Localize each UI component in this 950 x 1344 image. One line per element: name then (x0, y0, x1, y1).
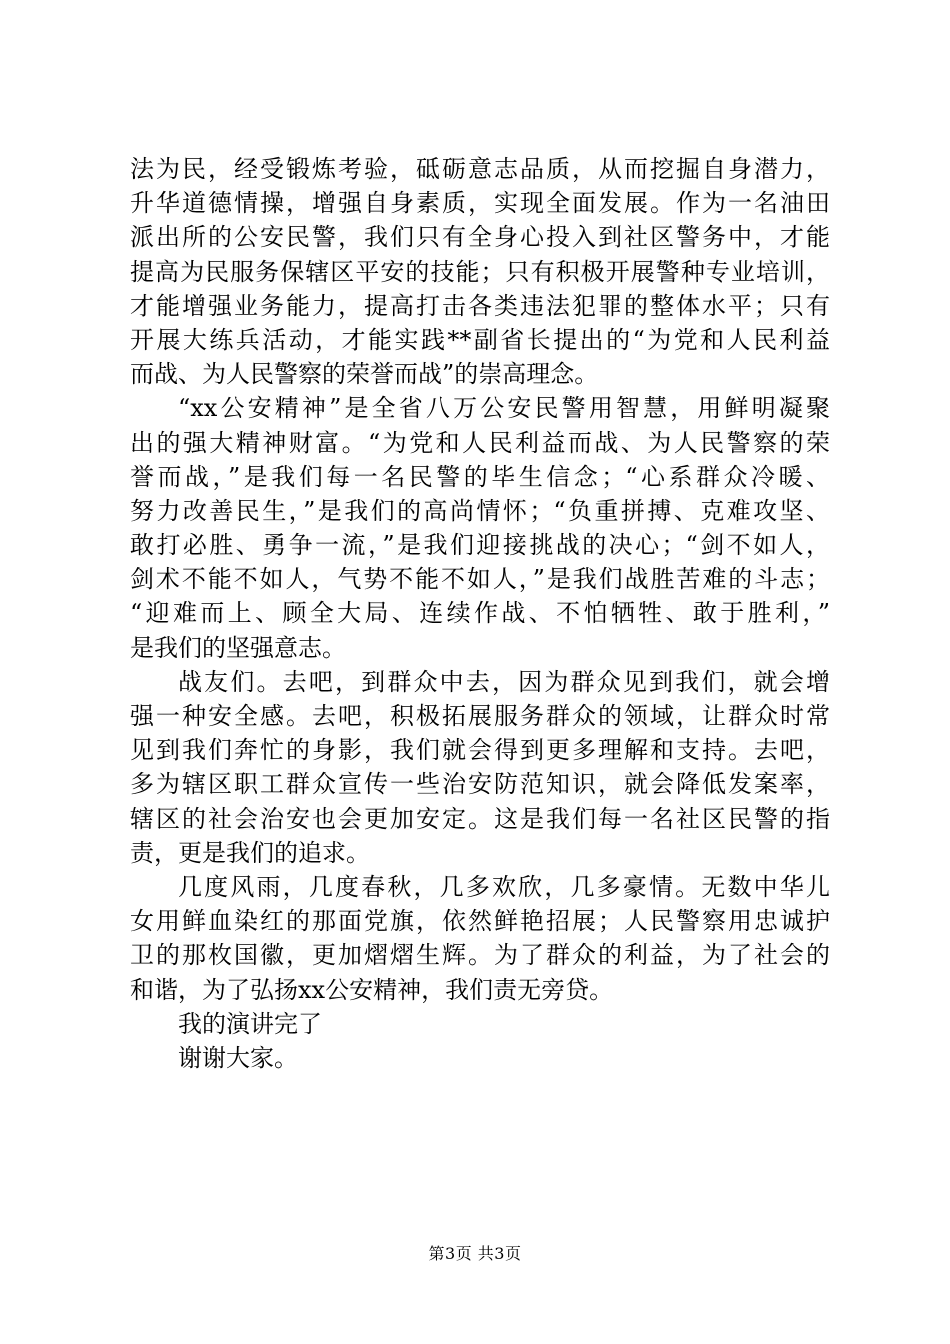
text-line: 努力改善民生，”是我们的高尚情怀；“负重拼搏、克难攻坚、 (130, 496, 830, 525)
text-line: 敢打必胜、勇争一流，”是我们迎接挑战的决心；“剑不如人， (130, 531, 830, 560)
text-line: 见到我们奔忙的身影，我们就会得到更多理解和支持。去吧， (130, 736, 830, 765)
paragraph-5 (130, 1007, 830, 1041)
text-line: 派出所的公安民警，我们只有全身心投入到社区警务中，才能 (130, 223, 830, 252)
text-line: 和谐，为了弘扬xx公安精神，我们责无旁贷。 (130, 975, 614, 1004)
text-line: 提高为民服务保辖区平安的技能；只有积极开展警种专业培训， (130, 257, 830, 286)
page-number-footer: 第3页 共3页 (428, 1244, 522, 1263)
paragraph-4 (130, 870, 830, 1007)
paragraph-3 (130, 665, 830, 870)
paragraph-2 (130, 391, 830, 665)
paragraph-6 (130, 1041, 830, 1075)
paragraph-1 (130, 152, 830, 391)
text-line: “迎难而上、顾全大局、连续作战、不怕牺牲、敢于胜利，” (130, 599, 830, 628)
text-line: 出的强大精神财富。“为党和人民利益而战、为人民警察的荣 (130, 428, 830, 457)
text-line: 是我们的坚强意志。 (130, 633, 346, 662)
text-line: 几度风雨，几度春秋，几多欢欣，几多豪情。无数中华儿 (178, 872, 830, 901)
text-line: 而战、为人民警察的荣誉而战”的崇高理念。 (130, 360, 599, 389)
text-line: 战友们。去吧，到群众中去，因为群众见到我们，就会增 (178, 667, 830, 696)
text-line: 我的演讲完了 (178, 1009, 322, 1038)
text-line: 强一种安全感。去吧，积极拓展服务群众的领域，让群众时常 (130, 702, 830, 730)
text-line: 开展大练兵活动，才能实践**副省长提出的“为党和人民利益 (130, 325, 830, 354)
text-line: 誉而战，”是我们每一名民警的毕生信念；“心系群众冷暖、 (130, 462, 830, 491)
text-line: 谢谢大家。 (178, 1043, 298, 1072)
text-line: 剑术不能不如人，气势不能不如人，”是我们战胜苦难的斗志； (130, 565, 830, 594)
text-line: 才能增强业务能力，提高打击各类违法犯罪的整体水平；只有 (130, 291, 830, 320)
body-text (130, 152, 830, 1075)
text-line: 法为民，经受锻炼考验，砥砺意志品质，从而挖掘自身潜力， (130, 155, 830, 183)
text-line: 多为辖区职工群众宣传一些治安防范知识，就会降低发案率， (130, 770, 830, 799)
text-line: 责，更是我们的追求。 (130, 838, 370, 867)
text-line: 辖区的社会治安也会更加安定。这是我们每一名社区民警的指 (130, 804, 830, 833)
text-line: “xx公安精神”是全省八万公安民警用智慧，用鲜明凝聚 (178, 394, 830, 423)
text-line: 女用鲜血染红的那面党旗，依然鲜艳招展；人民警察用忠诚护 (130, 907, 830, 936)
text-line: 升华道德情操，增强自身素质，实现全面发展。作为一名油田 (130, 189, 830, 218)
text-line: 卫的那枚国徽，更加熠熠生辉。为了群众的利益，为了社会的 (130, 941, 830, 970)
